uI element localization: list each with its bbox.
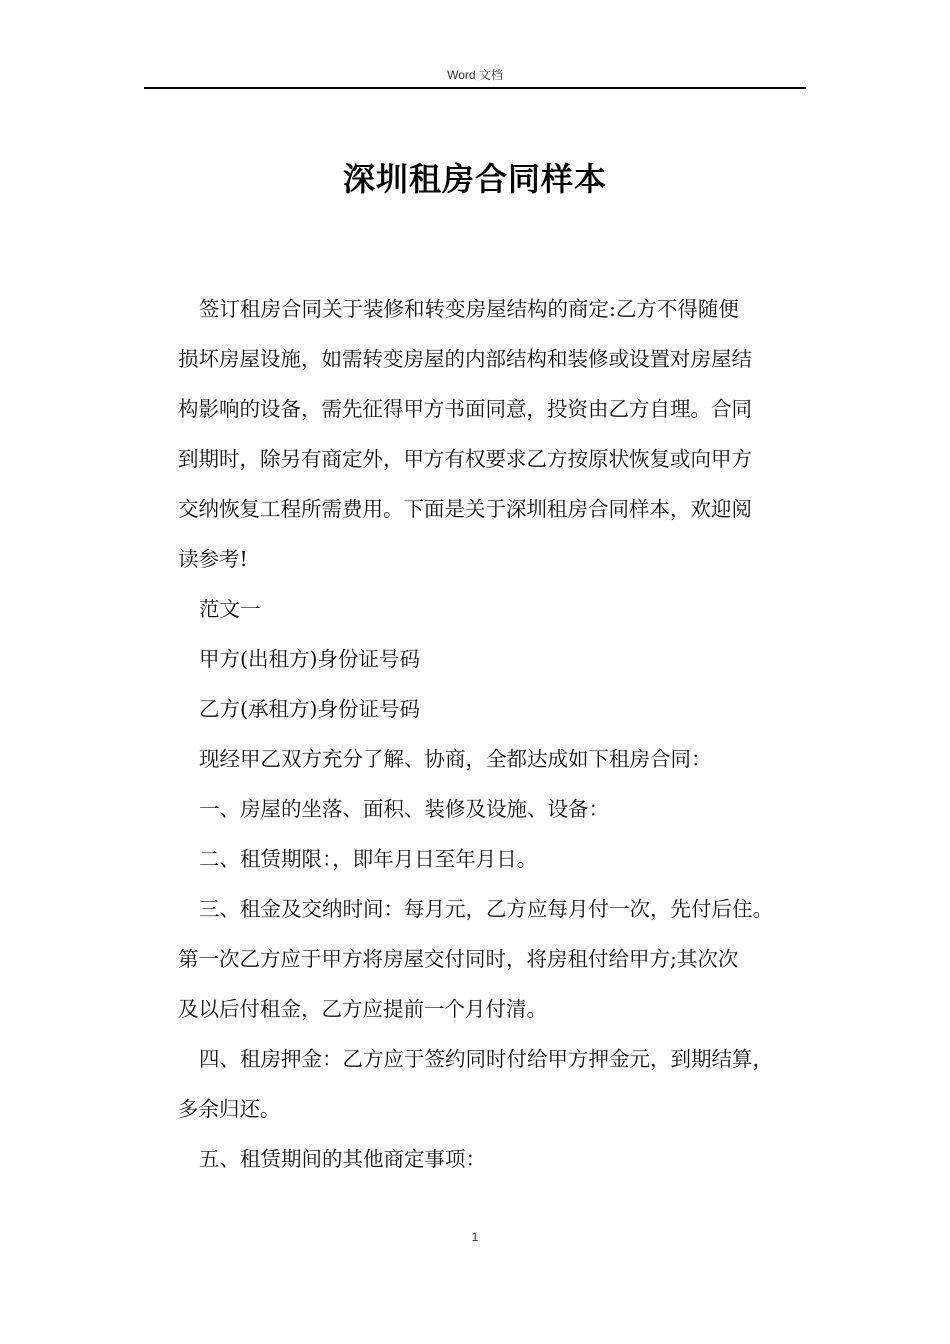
clause-3: 三、租金及交纳时间：每月元，乙方应每月付一次，先付后住。	[199, 897, 773, 921]
body-line: 及以后付租金，乙方应提前一个月付清。	[178, 997, 547, 1021]
body-line: 交纳恢复工程所需费用。下面是关于深圳租房合同样本，欢迎阅	[178, 497, 752, 521]
body-line: 多余归还。	[178, 1097, 281, 1121]
body-line: 现经甲乙双方充分了解、协商，全都达成如下租房合同：	[199, 747, 712, 771]
party-b-line: 乙方(承租方)身份证号码	[199, 697, 420, 721]
body-line: 签订租房合同关于装修和转变房屋结构的商定:乙方不得随便	[199, 297, 739, 321]
clause-1: 一、房屋的坐落、面积、装修及设施、设备：	[199, 797, 609, 821]
clause-2: 二、租赁期限：，即年月日至年月日。	[199, 847, 538, 871]
clause-5: 五、租赁期间的其他商定事项：	[199, 1147, 486, 1171]
page-header: Word 文档	[447, 68, 503, 82]
document-body	[178, 284, 818, 1184]
party-a-line: 甲方(出租方)身份证号码	[199, 647, 420, 671]
body-line: 到期时，除另有商定外，甲方有权要求乙方按原状恢复或向甲方	[178, 447, 752, 471]
body-line: 损坏房屋设施，如需转变房屋的内部结构和装修或设置对房屋结	[178, 347, 752, 371]
header-divider	[144, 87, 806, 89]
section-heading: 范文一	[199, 597, 261, 621]
clause-4: 四、租房押金：乙方应于签约同时付给甲方押金元，到期结算，	[199, 1047, 773, 1071]
page-number: 1	[471, 1230, 479, 1244]
body-line: 读参考!	[178, 547, 248, 571]
body-line: 第一次乙方应于甲方将房屋交付同时，将房租付给甲方;其次次	[178, 947, 739, 971]
body-line: 构影响的设备，需先征得甲方书面同意，投资由乙方自理。合同	[178, 397, 752, 421]
document-title: 深圳租房合同样本	[342, 160, 607, 198]
